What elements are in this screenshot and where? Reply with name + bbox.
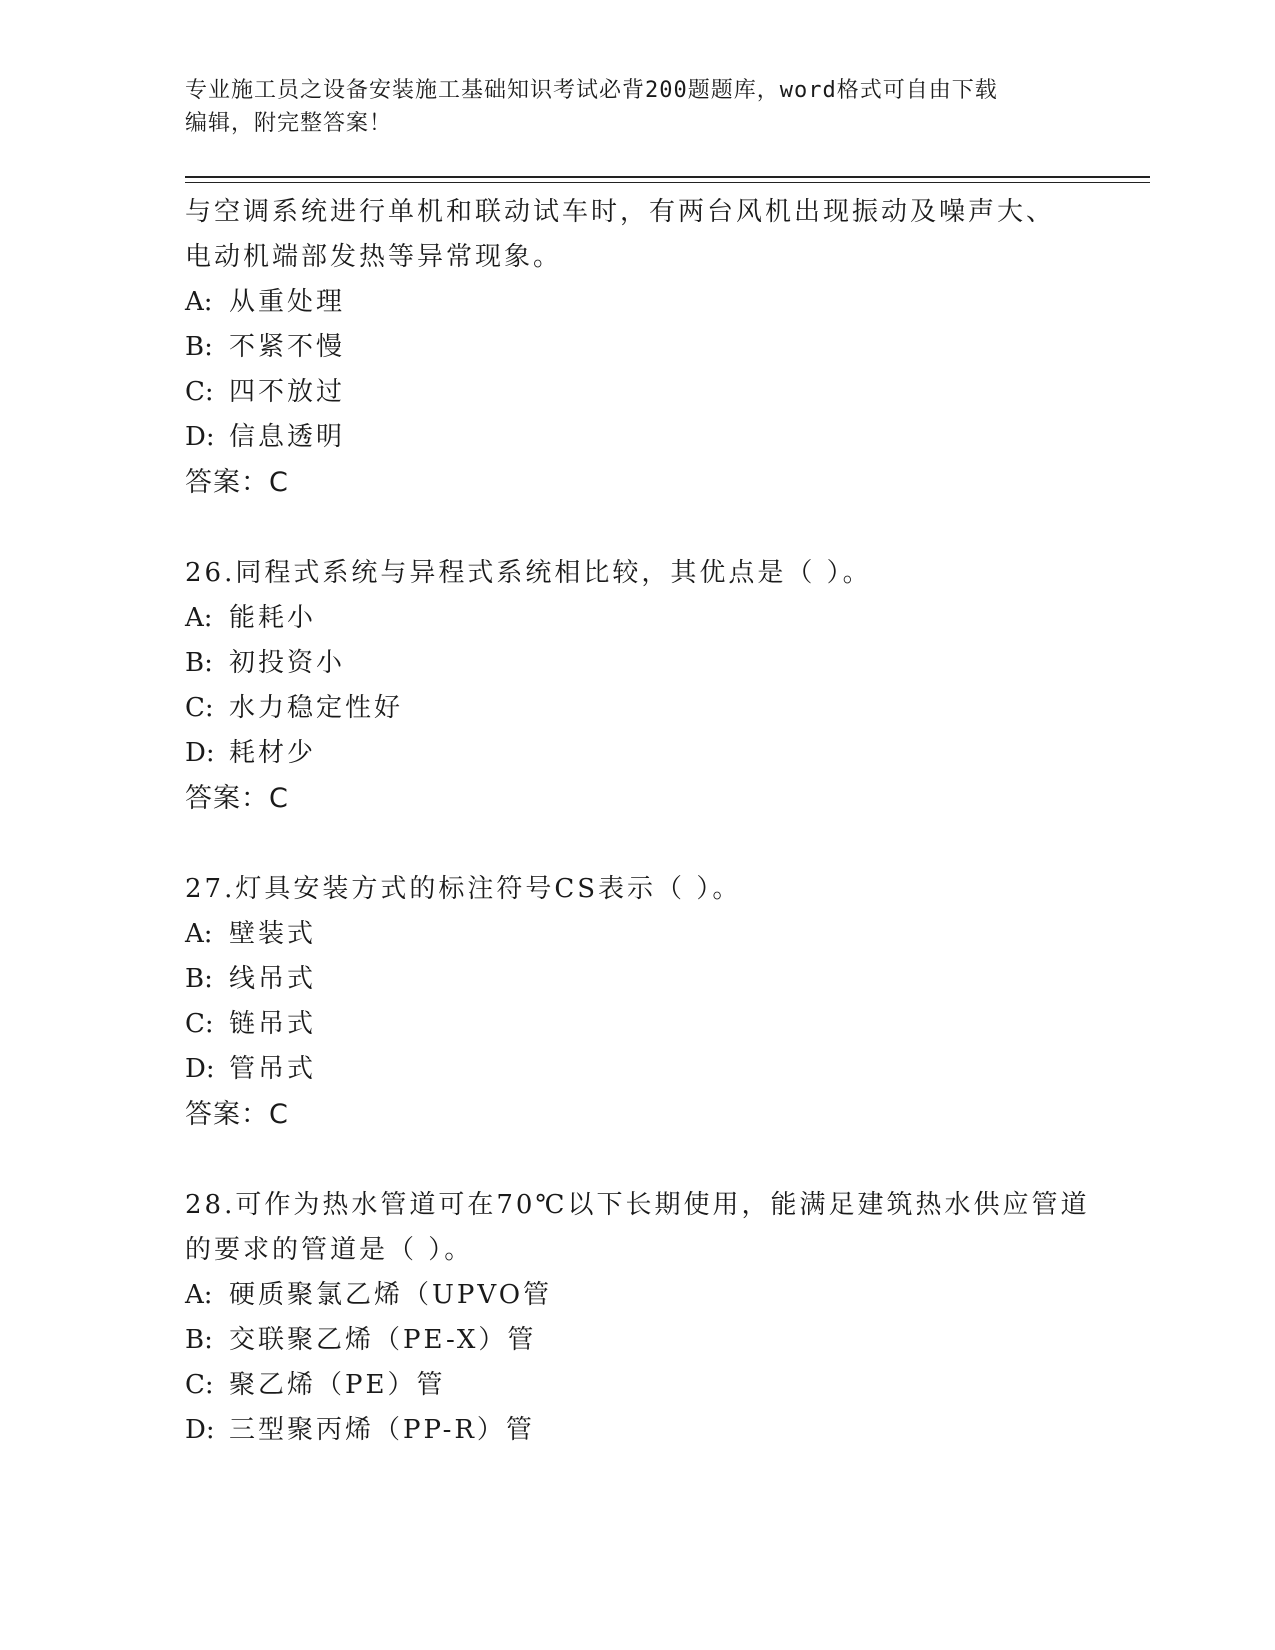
option-letter: C: (185, 1009, 214, 1039)
option-text: 硬质聚氯乙烯（UPVO管 (229, 1280, 553, 1310)
option-text: 从重处理 (229, 287, 346, 317)
question-text: 27.灯具安装方式的标注符号CS表示（ ）。 (185, 874, 742, 904)
option-text: 线吊式 (229, 964, 317, 994)
option-letter: C: (185, 1370, 214, 1400)
option-d (185, 731, 1085, 776)
question-28 (185, 1183, 1090, 1453)
option-letter: D: (185, 738, 215, 768)
answer-line: 答案：C (185, 783, 289, 814)
question-26 (185, 551, 1085, 821)
question-25 (185, 190, 1085, 505)
header-title-line-2: 编辑，附完整答案！ (185, 111, 393, 136)
option-text: 交联聚乙烯（PE-X）管 (229, 1325, 537, 1355)
option-text: 耗材少 (229, 738, 317, 768)
option-letter: A: (185, 603, 213, 633)
option-text: 管吊式 (229, 1054, 317, 1084)
answer-line: 答案：C (185, 467, 289, 498)
option-text: 初投资小 (229, 648, 346, 678)
option-c (185, 1002, 1085, 1047)
option-d (185, 415, 1085, 460)
option-letter: B: (185, 332, 213, 362)
option-d (185, 1047, 1085, 1092)
option-text: 壁装式 (229, 919, 317, 949)
option-text: 水力稳定性好 (229, 693, 404, 723)
answer-line: 答案：C (185, 1099, 289, 1130)
question-text: 电动机端部发热等异常现象。 (185, 242, 563, 272)
option-b (185, 957, 1085, 1002)
question-text: 26.同程式系统与异程式系统相比较，其优点是（ ）。 (185, 558, 872, 588)
question-text: 与空调系统进行单机和联动试车时，有两台风机出现振动及噪声大、 (185, 197, 1056, 227)
option-a (185, 596, 1085, 641)
question-27 (185, 867, 1085, 1137)
option-a (185, 1273, 1085, 1318)
option-text: 不紧不慢 (229, 332, 346, 362)
question-text: 28.可作为热水管道可在70℃以下长期使用，能满足建筑热水供应管道 (185, 1190, 1090, 1220)
option-b (185, 1318, 1085, 1363)
option-letter: D: (185, 1054, 215, 1084)
option-letter: A: (185, 919, 213, 949)
option-a (185, 912, 1085, 957)
option-letter: A: (185, 1280, 213, 1310)
option-letter: B: (185, 648, 213, 678)
option-c (185, 370, 1085, 415)
header-divider-thin (185, 182, 1150, 183)
option-letter: C: (185, 377, 214, 407)
question-text: 的要求的管道是（ ）。 (185, 1235, 474, 1265)
option-letter: D: (185, 422, 215, 452)
header-title-line-1: 专业施工员之设备安装施工基础知识考试必背200题题库，word格式可自由下载 (185, 78, 998, 103)
option-b (185, 325, 1085, 370)
option-text: 聚乙烯（PE）管 (229, 1370, 446, 1400)
option-text: 能耗小 (229, 603, 317, 633)
option-text: 三型聚丙烯（PP-R）管 (229, 1415, 535, 1445)
option-letter: B: (185, 964, 213, 994)
header-divider-thick (185, 176, 1150, 178)
option-a (185, 280, 1085, 325)
option-letter: B: (185, 1325, 213, 1355)
option-d (185, 1408, 1085, 1453)
option-letter: C: (185, 693, 214, 723)
option-text: 四不放过 (229, 377, 346, 407)
question-list (185, 190, 1090, 1453)
option-c (185, 686, 1085, 731)
option-letter: A: (185, 287, 213, 317)
option-letter: D: (185, 1415, 215, 1445)
option-b (185, 641, 1085, 686)
document-header (185, 74, 1085, 140)
option-text: 链吊式 (229, 1009, 317, 1039)
option-c (185, 1363, 1085, 1408)
option-text: 信息透明 (229, 422, 346, 452)
